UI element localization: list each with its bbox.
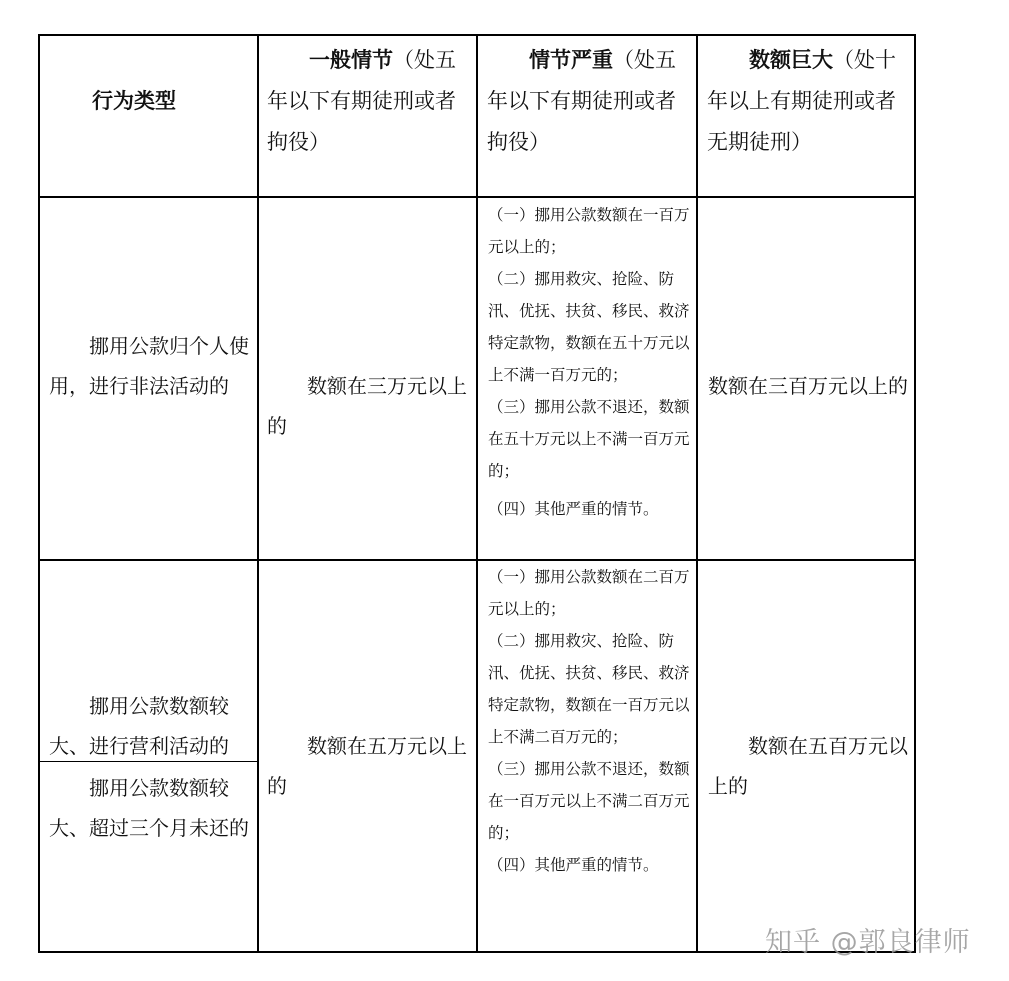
- row1-general: 数额在三万元以上的: [267, 374, 467, 438]
- header-col2-rest: （处五年以下有期徒刑或者拘役）: [267, 48, 456, 154]
- row2-general: 数额在五万元以上的: [267, 734, 467, 798]
- header-col3-rest: （处五年以下有期徒刑或者拘役）: [487, 48, 676, 154]
- header-col1-text: 行为类型: [92, 89, 176, 113]
- border-right: [914, 34, 916, 953]
- row2-serious-item-4: （四）其他严重的情节。: [488, 856, 659, 874]
- border-col3: [696, 34, 698, 953]
- row2-serious-item-2: （二）挪用救灾、抢险、防汛、优抚、扶贫、移民、救济特定款物，数额在一百万元以上不满二百万元的；: [488, 632, 690, 746]
- header-general: [267, 40, 469, 163]
- row2-behavior-type-a: 挪用公款数额较大、进行营利活动的: [49, 694, 229, 758]
- border-left: [38, 34, 40, 953]
- penalty-table: [38, 34, 916, 953]
- row1-serious: [488, 199, 690, 525]
- row1-serious-item-1: （一）挪用公款数额在一百万元以上的；: [488, 206, 690, 256]
- header-col3-bold: 情节严重: [529, 48, 613, 72]
- header-col4-rest: （处十年以上有期徒刑或者无期徒刑）: [707, 48, 896, 154]
- header-serious: [487, 40, 689, 163]
- border-col2: [476, 34, 478, 953]
- header-huge: [707, 40, 909, 163]
- header-behavior-type: [92, 81, 252, 122]
- row1-serious-item-3: （三）挪用公款不退还，数额在五十万元以上不满一百万元的；: [488, 398, 690, 480]
- row2-serious-item-1: （一）挪用公款数额在二百万元以上的；: [488, 568, 690, 618]
- row1-serious-item-4: （四）其他严重的情节。: [488, 500, 659, 518]
- watermark-text: 知乎 @郭良律师: [765, 927, 971, 958]
- row1-serious-item-2: （二）挪用救灾、抢险、防汛、优抚、扶贫、移民、救济特定款物，数额在五十万元以上不满一百万元的；: [488, 270, 690, 384]
- row1-behavior-type: 挪用公款归个人使用，进行非法活动的: [49, 334, 249, 398]
- row2-behavior-type-b: 挪用公款数额较大、超过三个月未还的: [49, 776, 249, 840]
- row2-serious-item-3: （三）挪用公款不退还，数额在一百万元以上不满二百万元的；: [488, 760, 690, 842]
- row2-huge: 数额在五百万元以上的: [708, 734, 908, 798]
- header-col2-bold: 一般情节: [309, 48, 393, 72]
- row2-serious: [488, 561, 690, 881]
- border-col1: [257, 34, 259, 953]
- row1-huge: 数额在三百万元以上的: [708, 374, 908, 398]
- header-col4-bold: 数额巨大: [749, 48, 833, 72]
